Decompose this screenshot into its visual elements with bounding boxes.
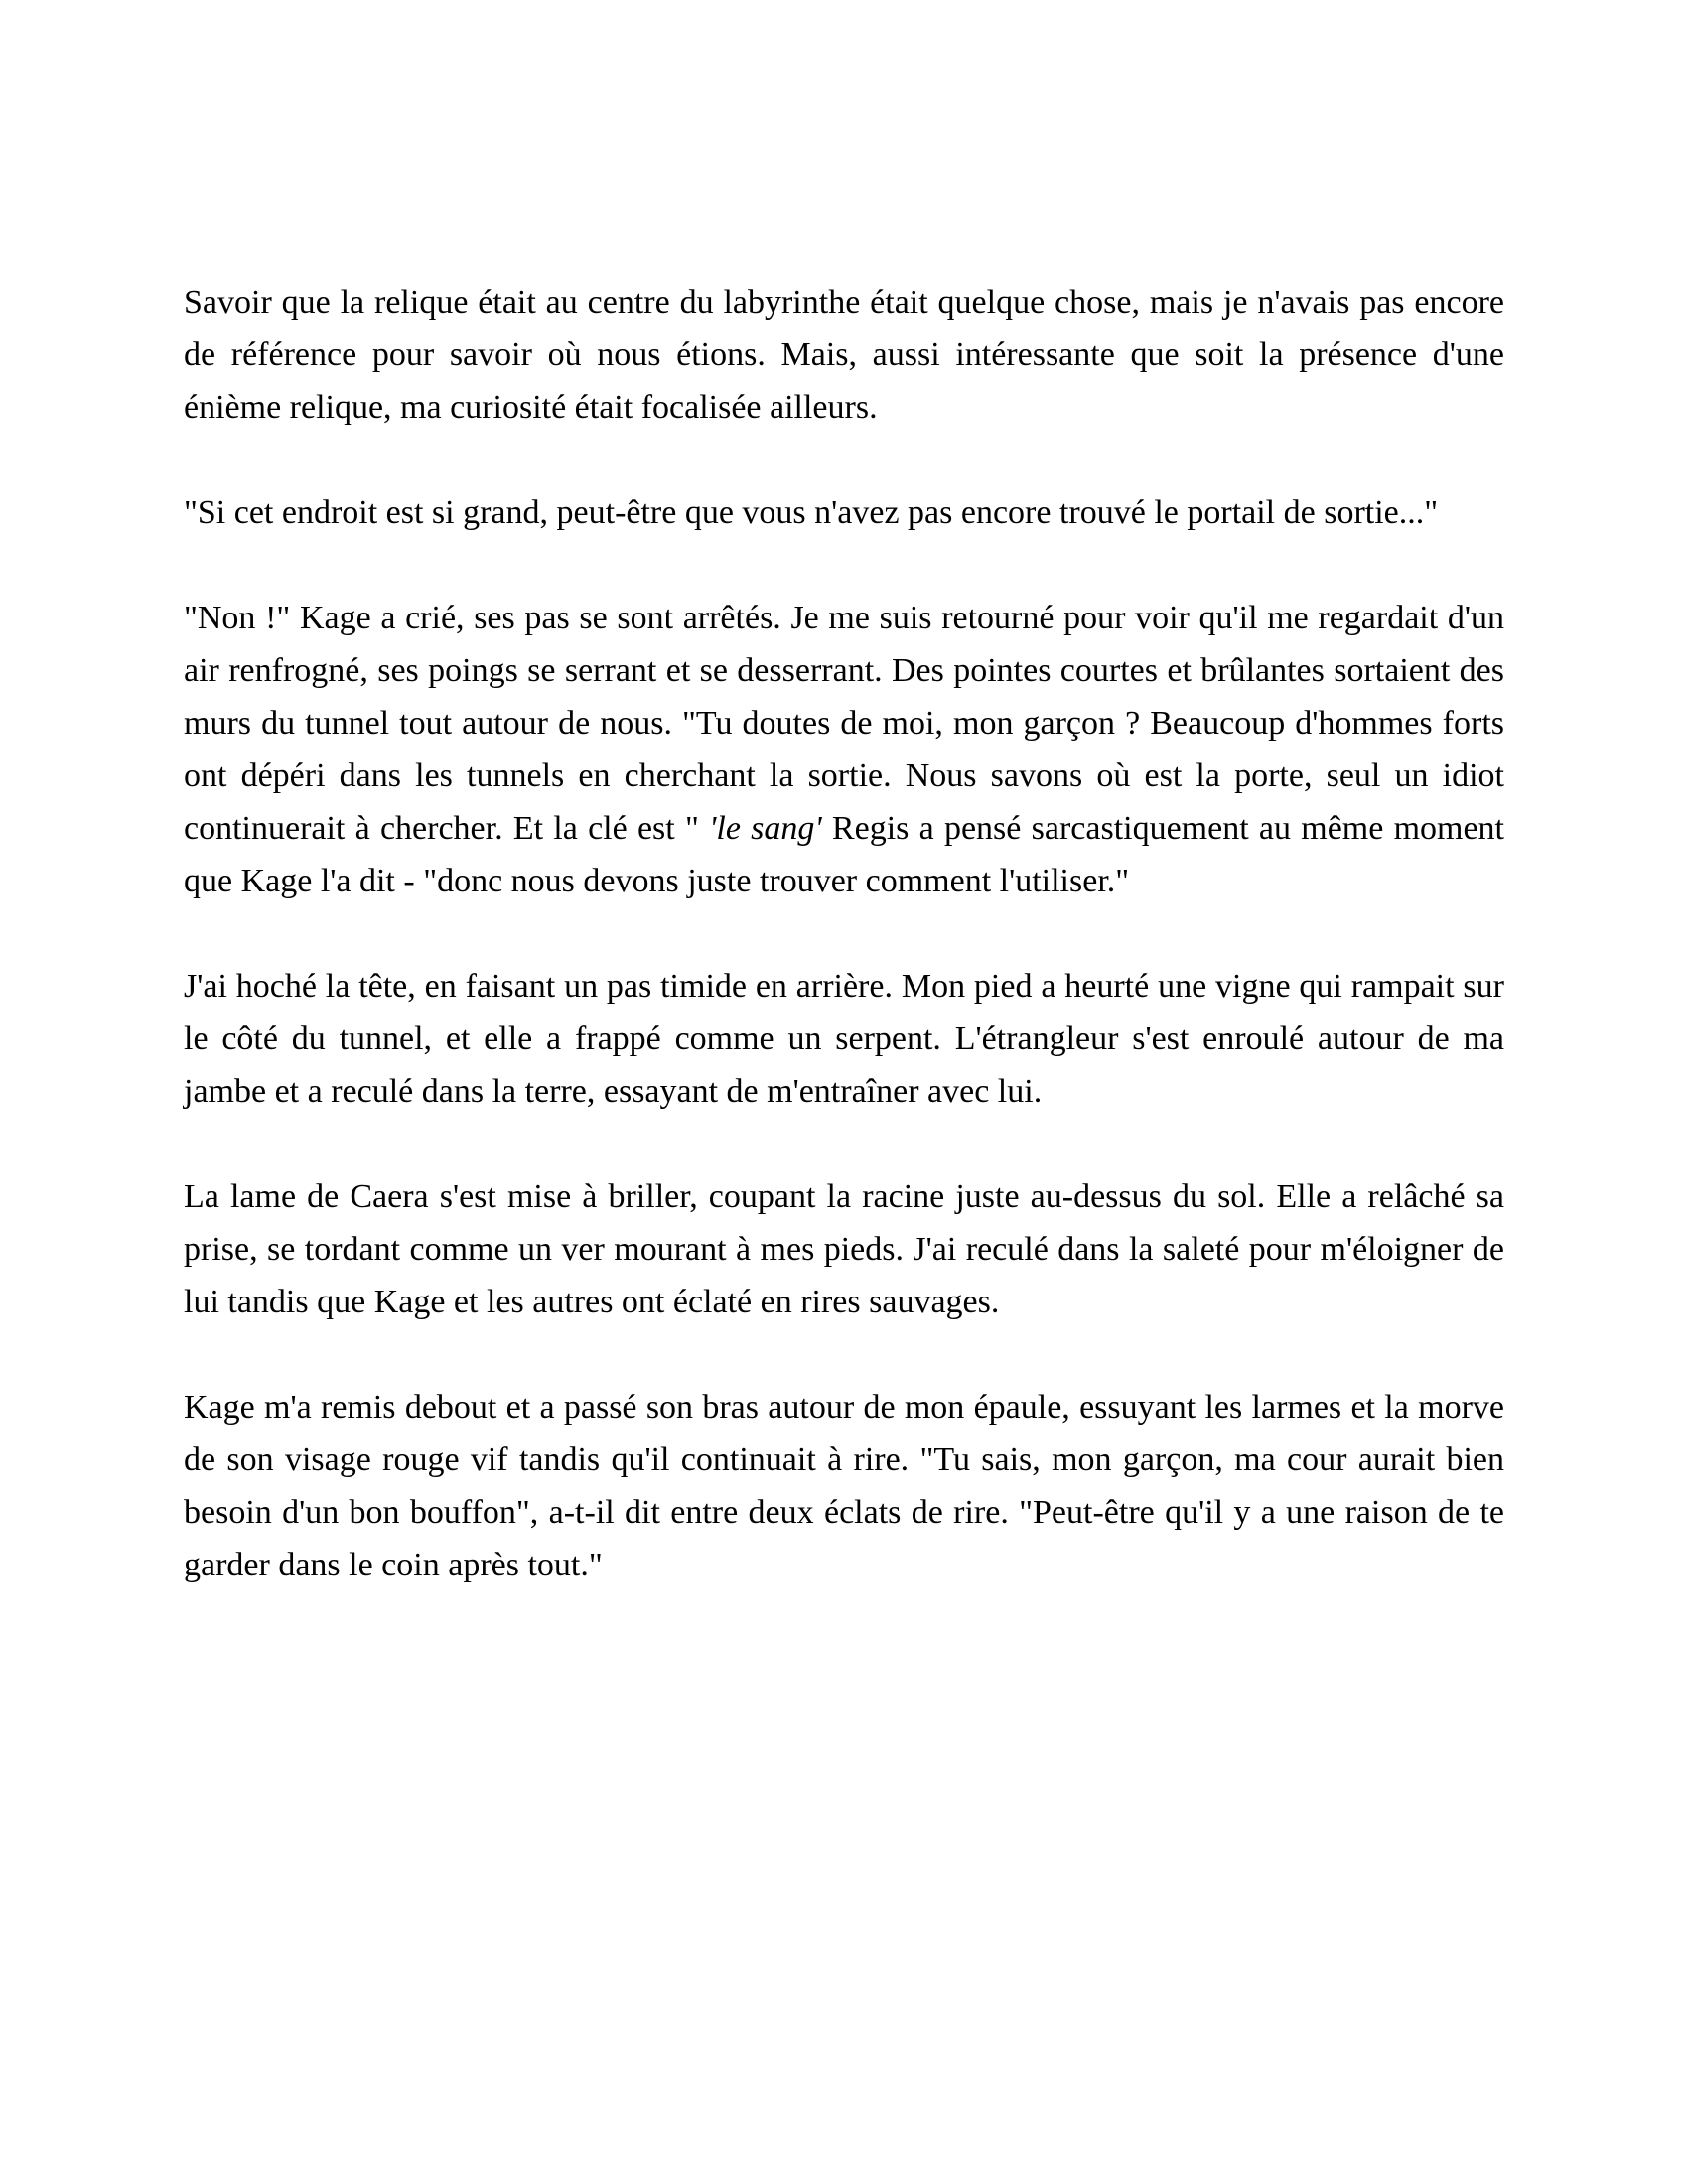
paragraph (184, 592, 1504, 907)
text-run: Savoir que la relique était au centre du labyrinthe était quelque chose, mais je n'avais pas encore de référence pour savoir où nous étions. Mais, aussi intéressante que soit la présence d'une énième relique, ma curiosité était focalisée ailleurs. (184, 284, 1504, 426)
text-run: Kage m'a remis debout et a passé son bras autour de mon épaule, essuyant les larmes et la morve de son visage rouge vif tandis qu'il continuait à rire. "Tu sais, mon garçon, ma cour aurait bien besoin d'un bon bouffon", a-t-il dit entre deux éclats de rire. "Peut-être qu'il y a une raison de te garder dans le coin après tout." (184, 1389, 1504, 1583)
paragraph (184, 1381, 1504, 1591)
text-run: Regis a pensé sarcastiquement au même moment que Kage l'a dit - "donc nous devons juste trouver comment l'utiliser." (184, 810, 1504, 899)
text-run: "Non !" Kage a crié, ses pas se sont arrêtés. Je me suis retourné pour voir qu'il me regardait d'un air renfrogné, ses poings se serrant et se desserrant. Des pointes courtes et brûlantes sortaient des murs du tunnel tout autour de nous. "Tu doutes de moi, mon garçon ? Beaucoup d'hommes forts ont dépéri dans les tunnels en cherchant la sortie. Nous savons où est la porte, seul un idiot continuerait à chercher. Et la clé est " (184, 600, 1504, 847)
paragraph (184, 486, 1504, 539)
text-run: "Si cet endroit est si grand, peut-être que vous n'avez pas encore trouvé le portail de sortie..." (184, 494, 1439, 531)
italic-text-run: 'le sang' (709, 810, 822, 847)
paragraph (184, 1170, 1504, 1328)
paragraph (184, 276, 1504, 434)
text-run: J'ai hoché la tête, en faisant un pas timide en arrière. Mon pied a heurté une vigne qui rampait sur le côté du tunnel, et elle a frappé comme un serpent. L'étrangleur s'est enroulé autour de ma jambe et a reculé dans la terre, essayant de m'entraîner avec lui. (184, 968, 1504, 1110)
paragraph (184, 960, 1504, 1118)
text-run: La lame de Caera s'est mise à briller, coupant la racine juste au-dessus du sol. Elle a relâché sa prise, se tordant comme un ver mourant à mes pieds. J'ai reculé dans la saleté pour m'éloigner de lui tandis que Kage et les autres ont éclaté en rires sauvages. (184, 1178, 1504, 1320)
text-block (184, 276, 1504, 1591)
